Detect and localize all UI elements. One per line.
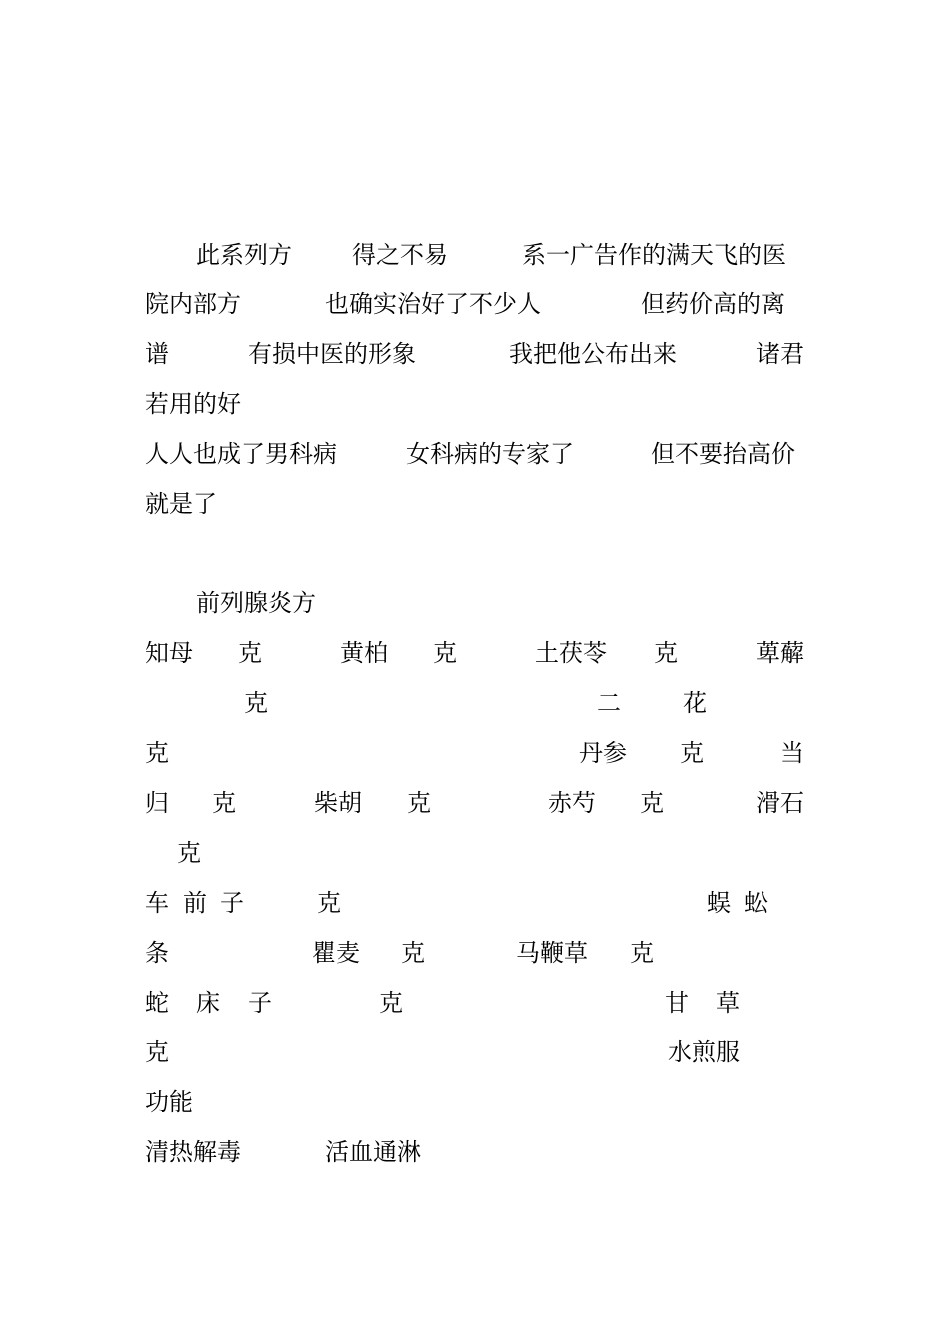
text-span: 但不要抬高价 bbox=[651, 440, 795, 468]
function-label bbox=[0, 1087, 950, 1137]
intro-line-5 bbox=[0, 439, 950, 489]
text-span: 条 bbox=[145, 939, 169, 967]
text-span: 当 bbox=[780, 739, 804, 767]
text-span: 清热解毒 bbox=[145, 1138, 241, 1166]
text-span: 克 bbox=[317, 889, 341, 917]
text-span: 克 bbox=[244, 689, 268, 717]
intro-line-3 bbox=[0, 339, 950, 389]
text-span: 克 bbox=[654, 639, 678, 667]
recipe-line-8 bbox=[0, 988, 950, 1038]
text-span: 谱 bbox=[145, 340, 169, 368]
text-span: 马鞭草 bbox=[516, 939, 588, 967]
text-span: 瞿麦 bbox=[312, 939, 360, 967]
text-span: 归 bbox=[145, 789, 169, 817]
text-span: 有损中医的形象 bbox=[248, 340, 416, 368]
text-span: 克 bbox=[212, 789, 236, 817]
text-span: 院内部方 bbox=[145, 290, 241, 318]
text-span: 柴胡 bbox=[314, 789, 362, 817]
text-span: 水煎服 bbox=[668, 1038, 740, 1066]
text-span: 前 bbox=[183, 889, 207, 917]
text-span: 克 bbox=[407, 789, 431, 817]
text-span: 活血通淋 bbox=[325, 1138, 421, 1166]
recipe-line-1 bbox=[0, 638, 950, 688]
text-span: 蛇 bbox=[145, 989, 169, 1017]
text-span: 子 bbox=[220, 889, 244, 917]
text-span: 系一广告作的满天飞的医 bbox=[522, 241, 786, 269]
intro-line-2 bbox=[0, 289, 950, 339]
text-span: 萆薢 bbox=[756, 639, 804, 667]
text-span: 床 bbox=[196, 989, 220, 1017]
text-span: 土茯苓 bbox=[535, 639, 607, 667]
text-span: 蚣 bbox=[744, 889, 768, 917]
intro-line-6 bbox=[0, 489, 950, 539]
text-span: 克 bbox=[379, 989, 403, 1017]
text-span: 克 bbox=[401, 939, 425, 967]
text-span: 也确实治好了不少人 bbox=[325, 290, 541, 318]
recipe-line-6 bbox=[0, 888, 950, 938]
recipe-title-text: 前列腺炎方 bbox=[196, 589, 316, 617]
text-span: 人人也成了男科病 bbox=[145, 440, 337, 468]
text-span: 知母 bbox=[145, 639, 193, 667]
recipe-line-4 bbox=[0, 788, 950, 838]
text-span: 得之不易 bbox=[352, 241, 448, 269]
text-span: 赤芍 bbox=[548, 789, 596, 817]
text-span: 克 bbox=[433, 639, 457, 667]
text-span: 若用的好 bbox=[145, 390, 241, 418]
text-span: 克 bbox=[238, 639, 262, 667]
recipe-line-5 bbox=[0, 838, 950, 888]
recipe-line-9 bbox=[0, 1037, 950, 1087]
text-span: 甘 bbox=[665, 989, 689, 1017]
text-span: 黄柏 bbox=[340, 639, 388, 667]
text-span: 滑石 bbox=[756, 789, 804, 817]
recipe-line-2 bbox=[0, 688, 950, 738]
text-span: 草 bbox=[716, 989, 740, 1017]
text-span: 克 bbox=[640, 789, 664, 817]
recipe-line-7 bbox=[0, 938, 950, 988]
text-span: 丹参 bbox=[579, 739, 627, 767]
text-span: 克 bbox=[145, 739, 169, 767]
function-label-text: 功能 bbox=[145, 1088, 193, 1116]
text-span: 就是了 bbox=[145, 490, 217, 518]
intro-line-4 bbox=[0, 389, 950, 439]
text-span: 蜈 bbox=[707, 889, 731, 917]
function-line bbox=[0, 1137, 950, 1187]
text-span: 此系列方 bbox=[196, 241, 292, 269]
text-span: 车 bbox=[145, 889, 169, 917]
text-span: 花 bbox=[683, 689, 707, 717]
text-span: 克 bbox=[630, 939, 654, 967]
intro-line-1 bbox=[0, 240, 950, 290]
recipe-title bbox=[0, 588, 950, 638]
text-span: 克 bbox=[177, 839, 201, 867]
text-span: 女科病的专家了 bbox=[406, 440, 574, 468]
text-span: 诸君 bbox=[756, 340, 804, 368]
text-span: 我把他公布出来 bbox=[509, 340, 677, 368]
text-span: 二 bbox=[597, 689, 621, 717]
recipe-line-3 bbox=[0, 738, 950, 788]
text-span: 子 bbox=[248, 989, 272, 1017]
text-span: 克 bbox=[145, 1038, 169, 1066]
text-span: 但药价高的离 bbox=[641, 290, 785, 318]
text-span: 克 bbox=[680, 739, 704, 767]
